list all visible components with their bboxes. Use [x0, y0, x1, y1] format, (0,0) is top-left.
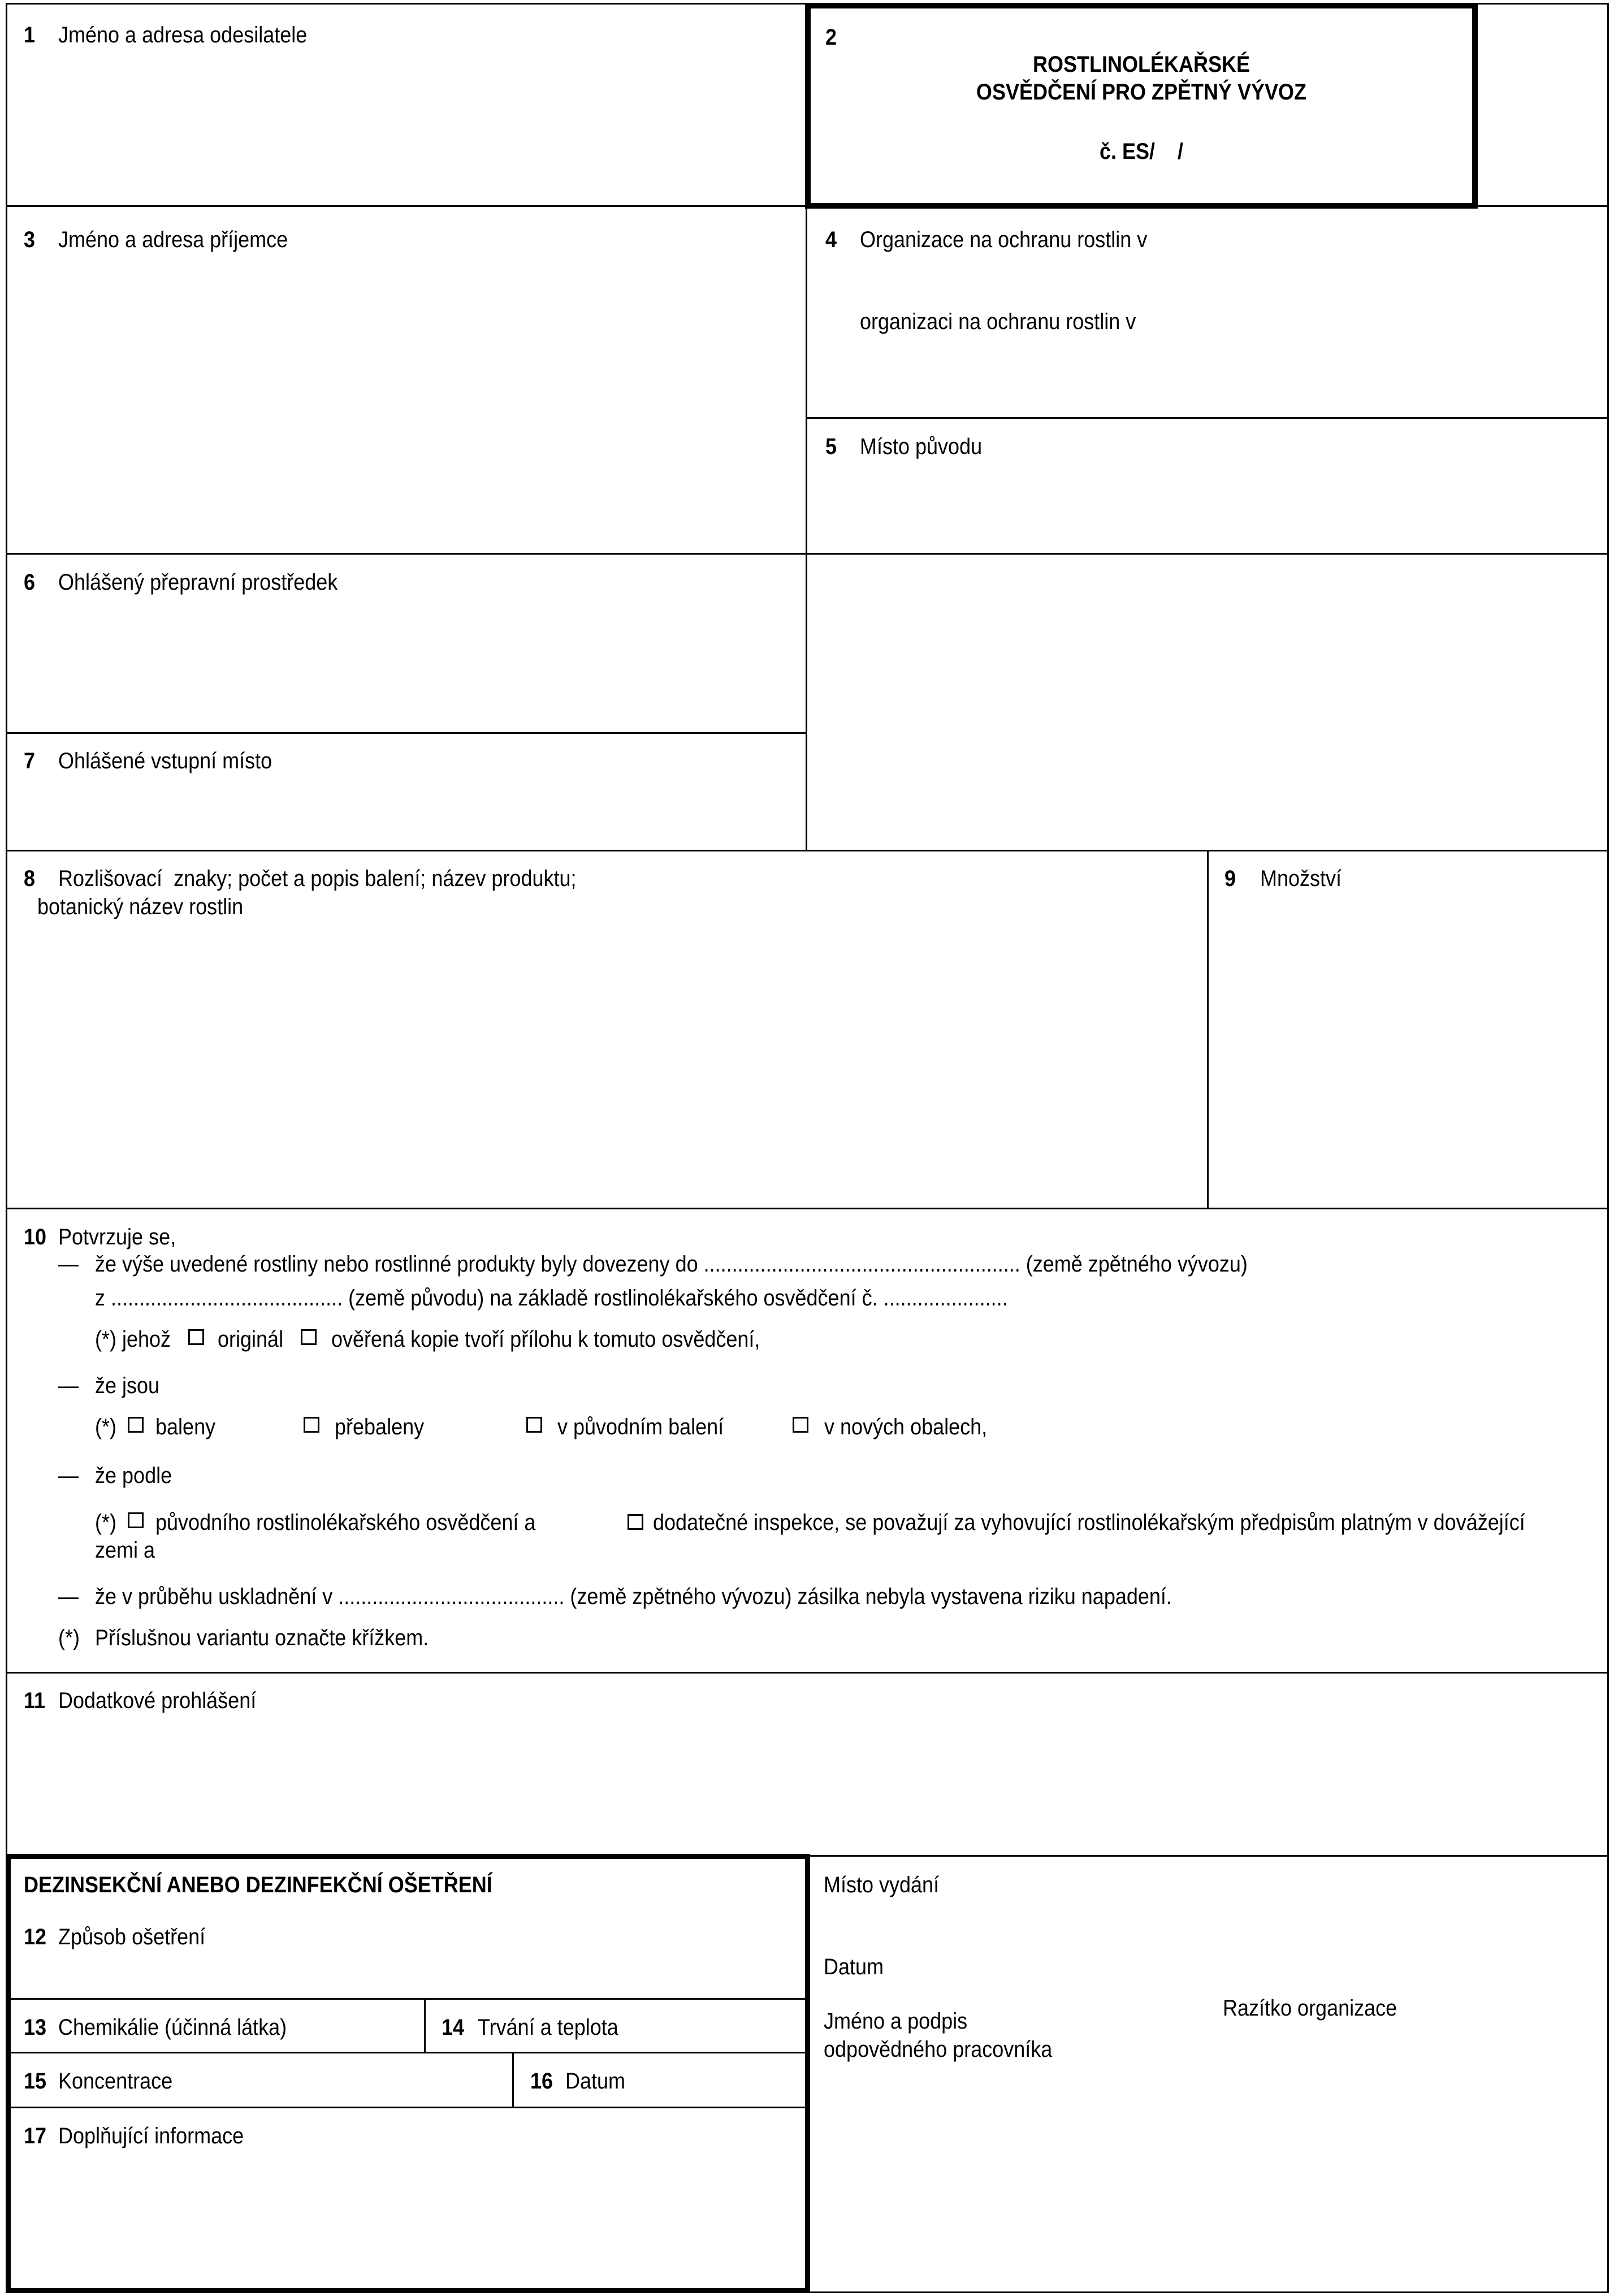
box17-label: Doplňující informace	[58, 2124, 244, 2148]
box11-label: Dodatkové prohlášení	[58, 1688, 257, 1713]
divider-h13	[6, 2052, 810, 2053]
original-certificate-checkbox[interactable]	[128, 1512, 144, 1528]
divider-h67	[6, 732, 807, 734]
box10-note: Příslušnou variantu označte křížkem.	[95, 1625, 429, 1650]
divider-h5	[6, 1672, 1609, 1674]
issue-date-label: Datum	[824, 1955, 884, 1979]
box14-number: 14	[442, 2015, 465, 2040]
new-packaging-label: v nových obalech,	[824, 1415, 988, 1439]
box10-line5-prefix: (*)	[95, 1415, 116, 1439]
border-right	[1607, 3, 1609, 2293]
box2-frame-top	[805, 3, 1478, 8]
additional-inspection-label: dodatečné inspekce, se považují za vyhovující rostlinolékařským předpisům platným v dovážející	[653, 1510, 1525, 1535]
certificate-number: č. ES/ /	[1099, 139, 1184, 164]
box1-label: Jméno a adresa odesilatele	[58, 23, 308, 47]
box12-number: 12	[24, 1925, 47, 1949]
place-of-issue-label: Místo vydání	[824, 1873, 940, 1897]
box8-line2: botanický název rostlin	[37, 894, 244, 919]
box5-label: Místo původu	[860, 434, 983, 459]
box4-number: 4	[825, 227, 837, 252]
original-label: originál	[218, 1327, 284, 1352]
box10-line7-prefix: (*)	[95, 1510, 116, 1535]
divider-h4	[6, 1208, 1609, 1209]
box10-line8: že v průběhu uskladnění v ........................................ (země zpětného vývozu) zásilka nebyla vystavena riziku napadení.	[95, 1584, 1172, 1609]
officer-name-label-line1: Jméno a podpis	[824, 2009, 968, 2034]
original-packaging-checkbox[interactable]	[526, 1417, 542, 1433]
box13-label: Chemikálie (účinná látka)	[58, 2015, 287, 2040]
organization-stamp-label: Razítko organizace	[1223, 1996, 1397, 2021]
original-packaging-label: v původním balení	[557, 1415, 724, 1439]
certified-copy-checkbox[interactable]	[301, 1329, 317, 1345]
divider-h12	[6, 1998, 810, 2000]
box10-line3-prefix: (*) jehož	[95, 1327, 171, 1352]
certificate-title-line1: ROSTLINOLÉKAŘSKÉ	[1032, 52, 1250, 77]
box10-dash-2: —	[58, 1373, 79, 1398]
box3-number: 3	[24, 227, 36, 252]
officer-name-label-line2: odpovědného pracovníka	[824, 2037, 1053, 2062]
box6-label: Ohlášený přepravní prostředek	[58, 570, 338, 595]
box8-number: 8	[24, 866, 36, 891]
treatment-frame-left	[6, 1854, 11, 2293]
divider-h15	[6, 2107, 810, 2108]
certified-copy-label: ověřená kopie tvoří přílohu k tomuto osvědčení,	[331, 1327, 760, 1352]
treatment-frame-top	[6, 1854, 810, 1859]
box10-line7-continuation: zemi a	[95, 1538, 155, 1563]
box10-dash-1: —	[58, 1252, 79, 1277]
box9-label: Množství	[1260, 866, 1342, 891]
packed-checkbox[interactable]	[128, 1417, 144, 1433]
repacked-checkbox[interactable]	[304, 1417, 319, 1433]
box10-line6: že podle	[95, 1463, 172, 1488]
box2-frame-right	[1472, 3, 1478, 209]
box10-note-mark: (*)	[58, 1625, 80, 1650]
box16-label: Datum	[565, 2069, 626, 2094]
divider-v1516	[512, 2052, 514, 2108]
additional-inspection-checkbox[interactable]	[628, 1514, 643, 1530]
box7-label: Ohlášené vstupní místo	[58, 749, 272, 773]
divider-v89	[1207, 850, 1209, 1209]
certificate-title-line2: OSVĚDČENÍ PRO ZPĚTNÝ VÝVOZ	[976, 80, 1307, 105]
box10-dash-3: —	[58, 1463, 79, 1488]
divider-h2	[6, 553, 1609, 555]
divider-h3	[6, 850, 1609, 851]
box6-number: 6	[24, 570, 36, 595]
box17-number: 17	[24, 2124, 47, 2148]
box2-frame-left	[805, 3, 811, 209]
treatment-frame-right	[805, 1854, 810, 2293]
box3-label: Jméno a adresa příjemce	[58, 227, 288, 252]
box12-label: Způsob ošetření	[58, 1925, 206, 1949]
box2-frame-bottom	[805, 203, 1478, 209]
box10-line4: že jsou	[95, 1373, 160, 1398]
box8-line1: Rozlišovací znaky; počet a popis balení; název produktu;	[58, 866, 577, 891]
box16-number: 16	[530, 2069, 553, 2094]
box11-number: 11	[24, 1688, 46, 1713]
box4-line1: Organizace na ochranu rostlin v	[860, 227, 1148, 252]
packed-label: baleny	[155, 1415, 216, 1439]
box15-label: Koncentrace	[58, 2069, 173, 2094]
box10-intro: Potvrzuje se,	[58, 1225, 176, 1249]
box10-line1: že výše uvedené rostliny nebo rostlinné produkty byly dovezeny do ........................................................ (země zpětného vývozu)	[95, 1252, 1248, 1277]
box10-number: 10	[24, 1225, 47, 1249]
divider-v1314	[424, 1998, 426, 2053]
box10-line2: z ......................................... (země původu) na základě rostlinolékařského osvědčení č. ......................	[95, 1286, 1008, 1311]
original-checkbox[interactable]	[188, 1329, 204, 1345]
box10-dash-4: —	[58, 1584, 79, 1609]
box13-number: 13	[24, 2015, 47, 2040]
repacked-label: přebaleny	[335, 1415, 425, 1439]
box5-number: 5	[825, 434, 837, 459]
new-packaging-checkbox[interactable]	[793, 1417, 808, 1433]
box2-number: 2	[825, 25, 837, 50]
box9-number: 9	[1224, 866, 1236, 891]
treatment-frame-bottom	[6, 2288, 810, 2293]
divider-h45	[806, 417, 1609, 419]
box7-number: 7	[24, 749, 36, 773]
box14-label: Trvání a teplota	[478, 2015, 618, 2040]
box1-number: 1	[24, 23, 36, 47]
original-certificate-label: původního rostlinolékařského osvědčení a	[155, 1510, 536, 1535]
box15-number: 15	[24, 2069, 47, 2094]
treatment-title: DEZINSEKČNÍ ANEBO DEZINFEKČNÍ OŠETŘENÍ	[24, 1873, 492, 1897]
box4-line2: organizaci na ochranu rostlin v	[860, 309, 1136, 334]
